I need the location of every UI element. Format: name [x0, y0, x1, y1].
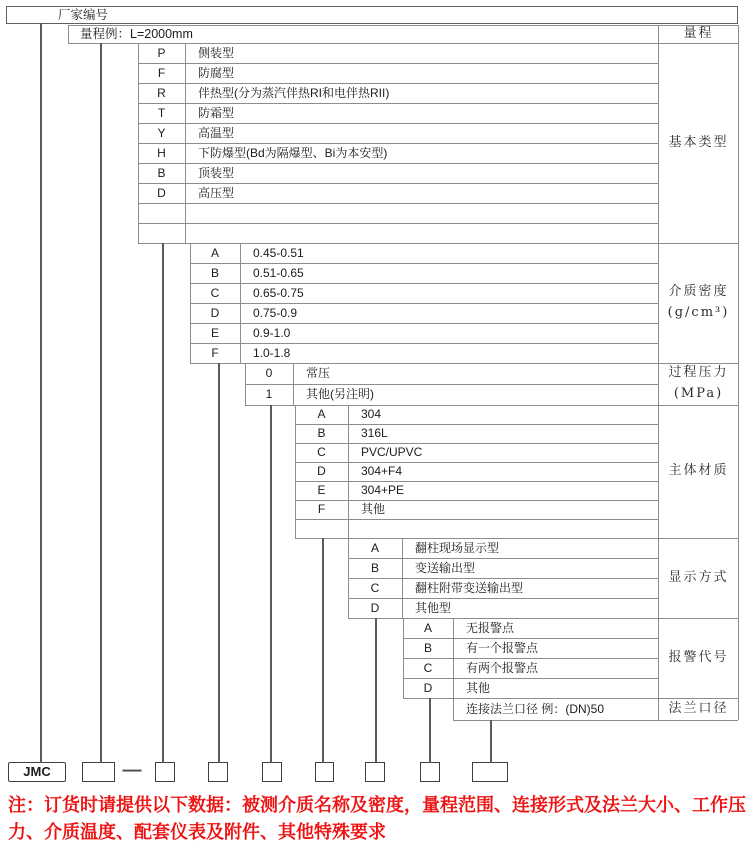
row-code: F	[317, 502, 326, 516]
row-code: T	[157, 106, 166, 120]
category-label-basic-type: 基本类型	[668, 134, 729, 150]
row-code: F	[211, 346, 219, 360]
row-code: D	[423, 681, 433, 695]
row-separator-line	[138, 223, 658, 224]
row-code: R	[157, 86, 166, 100]
model-code-box-display	[365, 762, 385, 782]
row-code: D	[210, 306, 220, 320]
model-code-box-range	[82, 762, 115, 782]
row-description: 316L	[361, 426, 388, 440]
row-description: 侧装型	[198, 46, 235, 60]
connector-line	[218, 363, 220, 763]
row-separator-line	[295, 462, 658, 463]
row-description: 304+PE	[361, 483, 405, 497]
row-description: 0.75-0.9	[253, 306, 298, 320]
manufacturer-number-box	[6, 6, 738, 24]
model-code-box-flange	[472, 762, 508, 782]
row-separator-line	[295, 481, 658, 482]
category-label-material: 主体材质	[668, 463, 729, 479]
row-description: 高压型	[198, 186, 235, 200]
row-code: B	[210, 266, 219, 280]
row-code: P	[157, 46, 166, 60]
connector-line	[322, 538, 324, 763]
connector-line	[490, 720, 492, 763]
flange-row-text: 连接法兰口径 例：(DN)50	[466, 702, 605, 716]
model-dash: —	[122, 760, 142, 781]
row-separator-line	[295, 500, 658, 501]
connector-line	[429, 698, 431, 763]
row-code: D	[157, 186, 166, 200]
row-description: 0.45-0.51	[253, 246, 304, 260]
row-code: A	[423, 621, 432, 635]
row-code: B	[317, 426, 326, 440]
category-column-separator	[658, 25, 659, 720]
row-description: 0.65-0.75	[253, 286, 304, 300]
row-description: 0.51-0.65	[253, 266, 304, 280]
row-description: 翻柱附带变送输出型	[415, 581, 524, 595]
row-code: A	[210, 246, 219, 260]
row-separator-line	[138, 203, 658, 204]
flange-row-bottom-line	[453, 720, 738, 721]
row-description: 防腐型	[198, 66, 235, 80]
row-code: B	[370, 561, 379, 575]
row-description: 高温型	[198, 126, 235, 140]
row-code: D	[370, 601, 380, 615]
row-description: 有一个报警点	[466, 641, 539, 655]
category-label-alarm: 报警代号	[668, 649, 729, 665]
row-description: 其他(另注明)	[306, 387, 374, 401]
row-code: C	[370, 581, 380, 595]
model-code-box-alarm	[420, 762, 440, 782]
row-code: B	[157, 166, 166, 180]
category-label-flange: 法兰口径	[668, 700, 729, 716]
row-code: A	[317, 407, 326, 421]
row-code: D	[317, 464, 326, 478]
flange-row-left-edge	[453, 698, 454, 720]
range-row-left-line	[68, 25, 69, 43]
connector-line	[40, 23, 42, 763]
row-code: F	[157, 66, 166, 80]
row-description: 304	[361, 407, 382, 421]
row-description: 其他	[361, 502, 386, 516]
range-row-top-line	[68, 25, 738, 26]
row-code: A	[370, 541, 379, 555]
connector-line	[162, 243, 164, 763]
connector-line	[270, 405, 272, 763]
row-description: 有两个报警点	[466, 661, 539, 675]
range-example-text: 量程例：L=2000mm	[80, 27, 193, 41]
model-code-box-material	[315, 762, 334, 782]
category-label-pressure: 过程压力 (MPa)	[668, 365, 729, 401]
row-description: 其他型	[415, 601, 452, 615]
row-description: 翻柱现场显示型	[415, 541, 500, 555]
row-code: C	[317, 445, 326, 459]
row-description: 0.9-1.0	[253, 326, 291, 340]
row-separator-line	[295, 424, 658, 425]
model-code-box-density	[208, 762, 228, 782]
model-code-box-pressure	[262, 762, 282, 782]
row-separator-line	[295, 519, 658, 520]
row-code: E	[317, 483, 326, 497]
row-separator-line	[295, 443, 658, 444]
row-description: 防霜型	[198, 106, 235, 120]
row-description: 1.0-1.8	[253, 346, 291, 360]
model-prefix-box: JMC	[8, 762, 66, 782]
row-code: Y	[157, 126, 166, 140]
category-label-density: 介质密度 (g/cm³)	[667, 284, 730, 320]
connector-line	[375, 618, 377, 763]
row-description: 常压	[306, 366, 331, 380]
category-label-display: 显示方式	[668, 569, 729, 585]
row-code: C	[210, 286, 220, 300]
category-label-range: 量程	[683, 25, 714, 41]
row-code: 1	[265, 387, 273, 401]
row-code: E	[210, 326, 219, 340]
row-description: 其他	[466, 681, 491, 695]
manufacturer-number-label: 厂家编号	[58, 8, 109, 22]
outer-right-edge	[738, 25, 739, 720]
model-code-box-basic	[155, 762, 175, 782]
row-description: 顶装型	[198, 166, 235, 180]
row-description: 伴热型(分为蒸汽伴热RI和电伴热RII)	[198, 86, 390, 100]
row-description: 下防爆型(Bd为隔爆型、Bi为本安型)	[198, 146, 388, 160]
row-code: C	[423, 661, 433, 675]
connector-line	[100, 43, 102, 763]
row-description: PVC/UPVC	[361, 445, 423, 459]
row-code: H	[157, 146, 166, 160]
row-description: 304+F4	[361, 464, 403, 478]
row-code: B	[423, 641, 432, 655]
row-description: 无报警点	[466, 621, 515, 635]
row-code: 0	[265, 366, 273, 380]
row-description: 变送输出型	[415, 561, 476, 575]
order-note: 注：订货时请提供以下数据：被测介质名称及密度，量程范围、连接形式及法兰大小、工作压力、介质温度、配套仪表及附件、其他特殊要求	[8, 795, 746, 842]
